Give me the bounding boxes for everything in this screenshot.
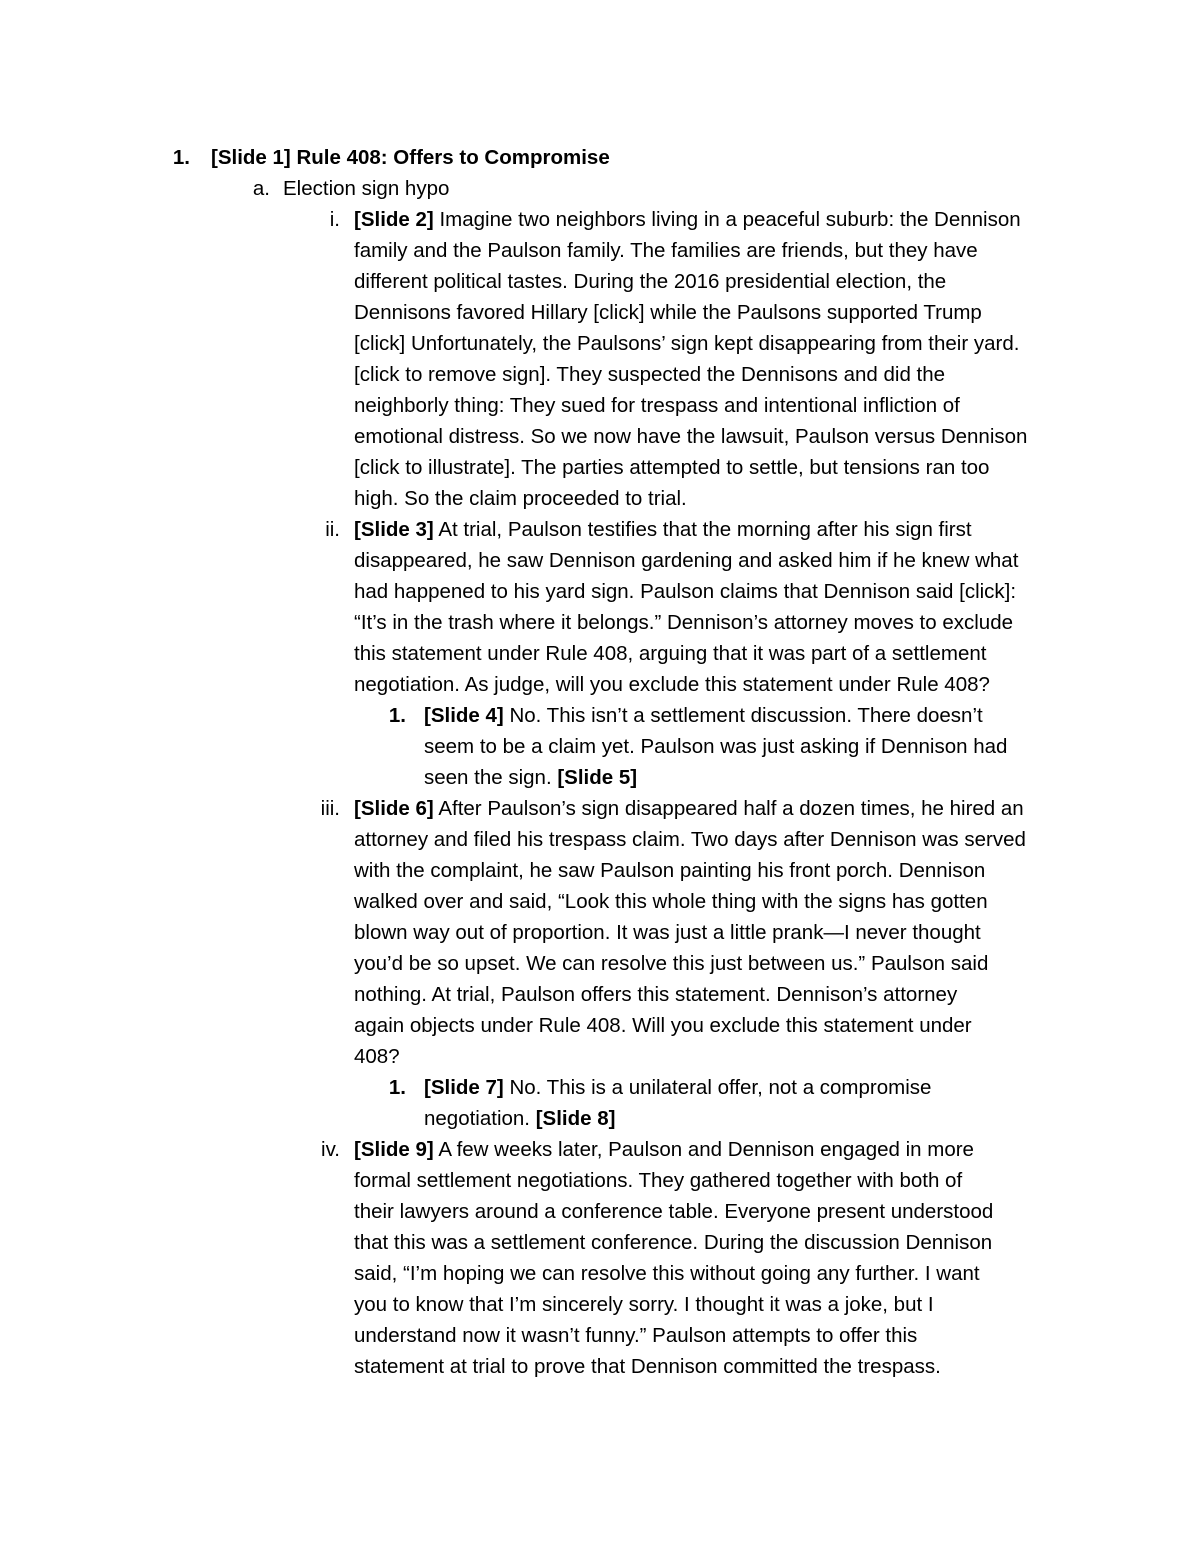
item-marker: 1.	[172, 146, 190, 169]
paragraph-line: “It’s in the trash where it belongs.” Dennison’s attorney moves to exclude	[354, 611, 1014, 634]
paragraph-line: understand now it wasn’t funny.” Paulson attempts to offer this	[354, 1324, 918, 1347]
paragraph-line: statement at trial to prove that Dennison committed the trespass.	[354, 1355, 941, 1378]
paragraph-line: walked over and said, “Look this whole thing with the signs has gotten	[354, 890, 988, 913]
paragraph-line: 408?	[354, 1045, 400, 1068]
slide-tag: [Slide 4]	[424, 704, 504, 727]
paragraph-line: had happened to his yard sign. Paulson claims that Dennison said [click]:	[354, 580, 1017, 603]
item-marker: iii.	[320, 797, 340, 820]
paragraph-line: again objects under Rule 408. Will you exclude this statement under	[354, 1014, 972, 1037]
paragraph-line: [click to illustrate]. The parties attempted to settle, but tensions ran too	[354, 456, 990, 479]
slide-tag: [Slide 5]	[557, 766, 638, 789]
paragraph-line: negotiation.	[424, 1107, 531, 1130]
item-marker: iv.	[321, 1138, 340, 1161]
paragraph	[354, 204, 1074, 514]
item-marker: a.	[252, 177, 270, 200]
slide-tag: [Slide 3]	[354, 518, 434, 541]
paragraph-line: that this was a settlement conference. During the discussion Dennison	[354, 1231, 993, 1254]
paragraph-line: said, “I’m hoping we can resolve this without going any further. I want	[354, 1262, 980, 1285]
paragraph-line: Imagine two neighbors living in a peaceful suburb: the Dennison	[439, 208, 1021, 231]
paragraph-line: formal settlement negotiations. They gathered together with both of	[354, 1169, 963, 1192]
slide-tag: [Slide 2]	[354, 208, 434, 231]
paragraph-line: [click to remove sign]. They suspected the Dennisons and did the	[354, 363, 946, 386]
paragraph-line: [click] Unfortunately, the Paulsons’ sign kept disappearing from their yard.	[354, 332, 1020, 355]
paragraph-line: nothing. At trial, Paulson offers this statement. Dennison’s attorney	[354, 983, 958, 1006]
paragraph-line: seem to be a claim yet. Paulson was just asking if Dennison had	[424, 735, 1008, 758]
paragraph-line: family and the Paulson family. The families are friends, but they have	[354, 239, 978, 262]
item-marker: 1.	[388, 1076, 406, 1099]
paragraph-line: Dennisons favored Hillary [click] while the Paulsons supported Trump	[354, 301, 982, 324]
paragraph-line: this statement under Rule 408, arguing that it was part of a settlement	[354, 642, 987, 665]
paragraph-line: high. So the claim proceeded to trial.	[354, 487, 687, 510]
slide-tag: [Slide 9]	[354, 1138, 434, 1161]
paragraph-line: A few weeks later, Paulson and Dennison engaged in more	[438, 1138, 974, 1161]
paragraph-line: disappeared, he saw Dennison gardening and asked him if he knew what	[354, 549, 1019, 572]
item-marker: 1.	[388, 704, 406, 727]
answer-paragraph	[424, 1072, 1084, 1134]
section-heading	[211, 142, 931, 173]
paragraph-line: negotiation. As judge, will you exclude this statement under Rule 408?	[354, 673, 990, 696]
paragraph-line: you to know that I’m sincerely sorry. I thought it was a joke, but I	[354, 1293, 934, 1316]
paragraph	[354, 1134, 1074, 1382]
paragraph-line: different political tastes. During the 2016 presidential election, the	[354, 270, 947, 293]
heading-title: Rule 408: Offers to Compromise	[296, 146, 610, 169]
paragraph-line: blown way out of proportion. It was just a little prank—I never thought	[354, 921, 981, 944]
paragraph-line: At trial, Paulson testifies that the morning after his sign first	[438, 518, 972, 541]
slide-tag: [Slide 8]	[535, 1107, 616, 1130]
paragraph-line: After Paulson’s sign disappeared half a dozen times, he hired an	[438, 797, 1024, 820]
paragraph	[354, 793, 1074, 1072]
paragraph-line: seen the sign.	[424, 766, 552, 789]
item-marker: ii.	[325, 518, 340, 541]
answer-paragraph	[424, 700, 1084, 793]
paragraph-line: attorney and filed his trespass claim. Two days after Dennison was served	[354, 828, 1026, 851]
subheading-label: Election sign hypo	[283, 177, 450, 200]
slide-tag: [Slide 7]	[424, 1076, 504, 1099]
paragraph-line: emotional distress. So we now have the lawsuit, Paulson versus Dennison	[354, 425, 1028, 448]
paragraph-line: their lawyers around a conference table. Everyone present understood	[354, 1200, 994, 1223]
paragraph-line: No. This isn’t a settlement discussion. There doesn’t	[509, 704, 983, 727]
paragraph-line: neighborly thing: They sued for trespass and intentional infliction of	[354, 394, 960, 417]
slide-tag: [Slide 6]	[354, 797, 434, 820]
paragraph-line: No. This is a unilateral offer, not a compromise	[509, 1076, 932, 1099]
paragraph-line: with the complaint, he saw Paulson painting his front porch. Dennison	[354, 859, 986, 882]
paragraph-line: you’d be so upset. We can resolve this just between us.” Paulson said	[354, 952, 989, 975]
paragraph	[354, 514, 1074, 700]
item-marker: i.	[329, 208, 340, 231]
slide-tag: [Slide 1]	[211, 146, 291, 169]
